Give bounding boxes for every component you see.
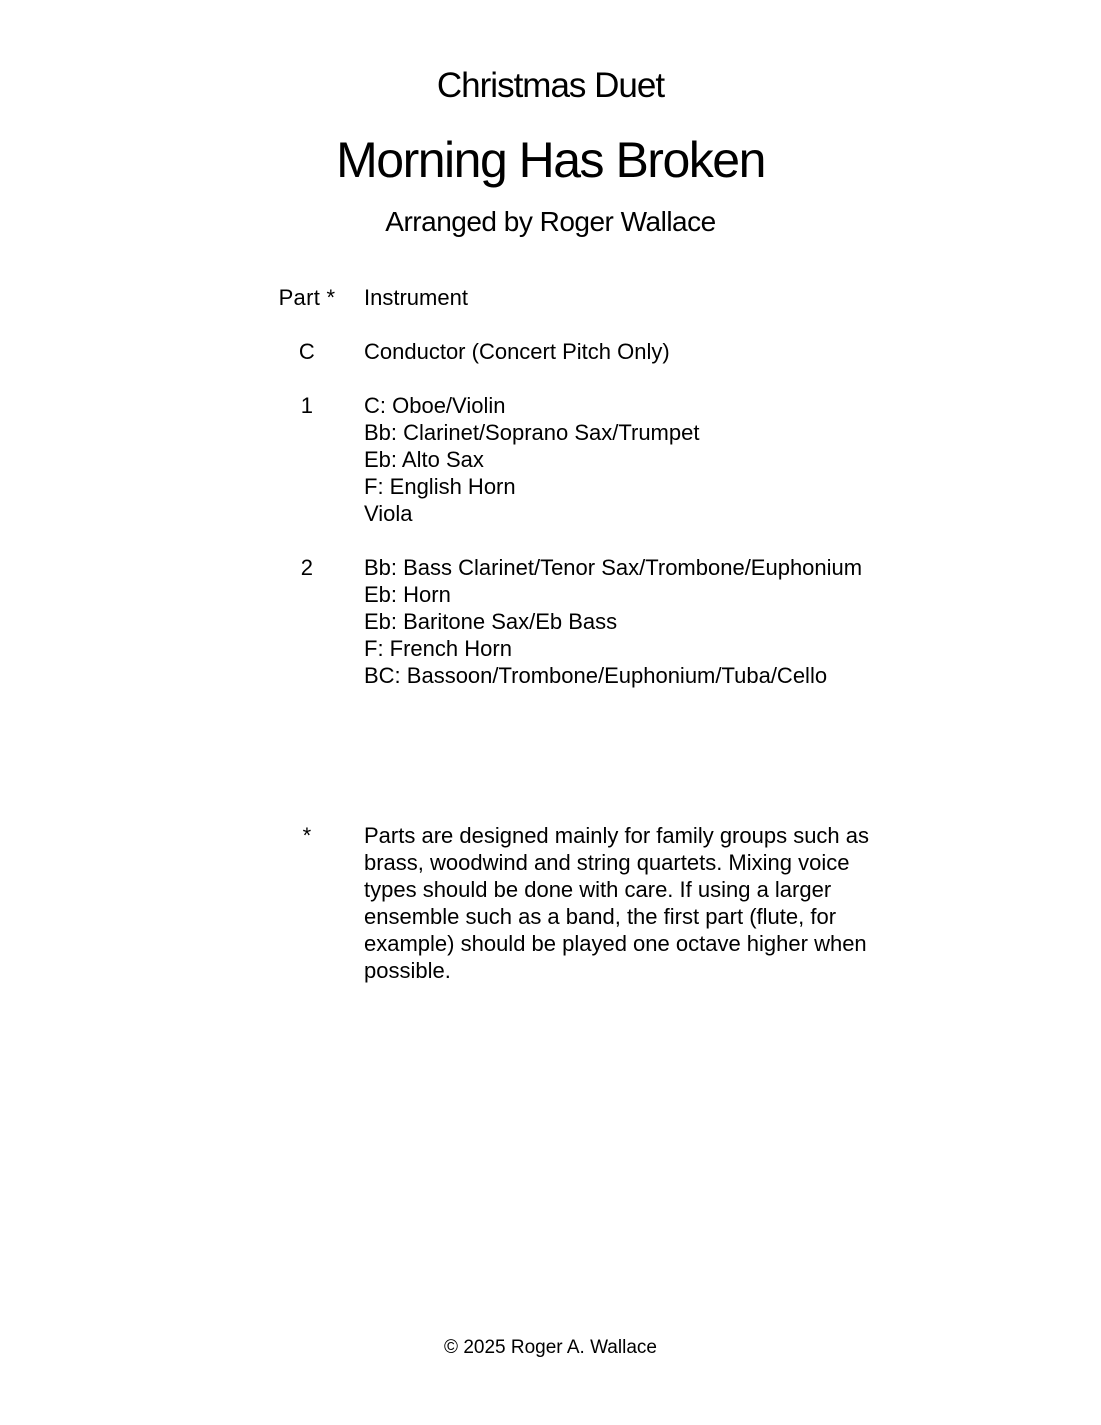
instrument-entry: Bb: Clarinet/Soprano Sax/Trumpet <box>364 420 700 445</box>
copyright-notice: © 2025 Roger A. Wallace <box>444 1337 657 1358</box>
instrument-entry: Eb: Baritone Sax/Eb Bass <box>364 609 618 634</box>
parts-table <box>250 284 930 689</box>
table-row <box>250 554 930 689</box>
instrument-entry: C: Oboe/Violin <box>364 393 506 418</box>
instrument-entry: Eb: Alto Sax <box>364 447 484 472</box>
instrument-list <box>364 392 930 527</box>
instrument-entry: Viola <box>364 501 413 526</box>
table-row <box>250 338 930 365</box>
page-title: Morning Has Broken <box>336 132 765 188</box>
instrument-entry: Eb: Horn <box>364 582 451 607</box>
footnote-text: Parts are designed mainly for family groups such as brass, woodwind and string quartets. Mixing voice types should be done with care. If using a larger ensemble such as a band, the first part (flute, for example) should be played one octave higher when possible. <box>364 823 870 983</box>
part-label: C <box>298 339 316 364</box>
instrument-column-header: Instrument <box>364 285 468 310</box>
instrument-list <box>364 338 930 365</box>
part-label: 1 <box>300 393 314 418</box>
instrument-entry: BC: Bassoon/Trombone/Euphonium/Tuba/Cello <box>364 663 828 688</box>
instrument-entry: F: English Horn <box>364 474 516 499</box>
footnote-marker: * <box>302 823 312 848</box>
instrument-entry: Conductor (Concert Pitch Only) <box>364 339 670 364</box>
arranger-credit: Arranged by Roger Wallace <box>385 206 716 237</box>
table-row <box>250 392 930 527</box>
table-header-row <box>250 284 930 311</box>
footnote <box>250 822 930 984</box>
part-column-header: Part * <box>278 285 336 310</box>
instrument-entry: Bb: Bass Clarinet/Tenor Sax/Trombone/Euphonium <box>364 555 863 580</box>
instrument-list <box>364 554 930 689</box>
part-label: 2 <box>300 555 314 580</box>
instrument-entry: F: French Horn <box>364 636 512 661</box>
subtitle: Christmas Duet <box>436 66 665 105</box>
